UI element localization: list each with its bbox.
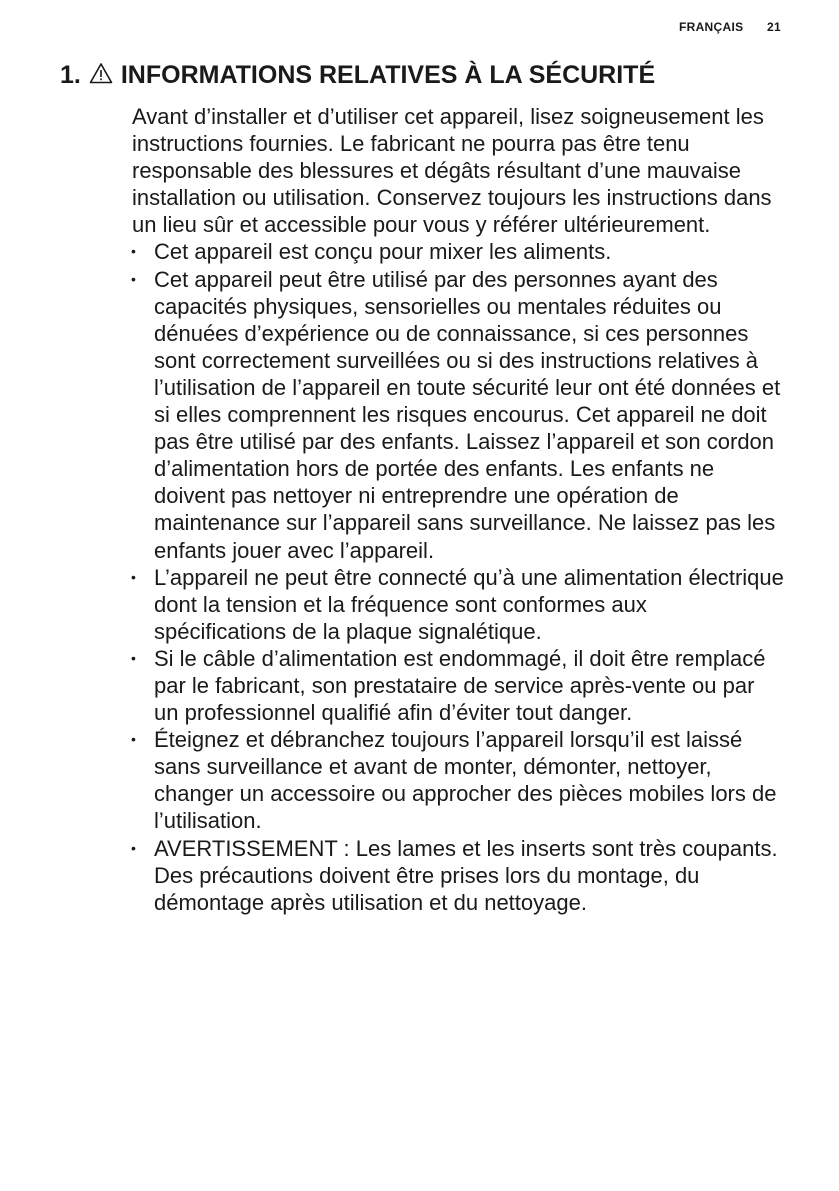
list-item-text: Cet appareil peut être utilisé par des personnes ayant des capacités physiques, sensorielles ou mentales réduites ou dénuées d’expérience ou de connaissance, si ces personnes sont correctement surveillées ou si des instructions relatives à l’utilisation de l’appareil en toute sécurité leur ont été données et si elles comprennent les risques encourus. Cet appareil ne doit pas être utilisé par des enfants. Laissez l’appareil et son cordon d’alimentation hors de portée des enfants. Les enfants ne doivent pas nettoyer ni entreprendre une opération de maintenance sur l’appareil sans surveillance. Ne laissez pas les enfants jouer avec l’appareil.	[154, 266, 781, 563]
section-number: 1.	[60, 61, 81, 89]
safety-bullet-list	[132, 238, 784, 915]
list-item-text: Si le câble d’alimentation est endommagé, il doit être remplacé par le fabricant, son prestataire de service après-vente ou par un professionnel qualifié afin d’éviter tout danger.	[154, 645, 766, 726]
list-item	[132, 726, 784, 834]
list-item	[132, 266, 784, 564]
bullet-icon: •	[131, 649, 136, 666]
list-item-text: AVERTISSEMENT : Les lames et les inserts sont très coupants. Des précautions doivent être prises lors du montage, du démontage après utilisation et du nettoyage.	[154, 835, 778, 915]
section-title-text: INFORMATIONS RELATIVES À LA SÉCURITÉ	[120, 61, 656, 89]
bullet-icon: •	[131, 270, 136, 287]
safety-content	[132, 103, 784, 916]
bullet-icon: •	[131, 839, 136, 856]
list-item-text: L’appareil ne peut être connecté qu’à une alimentation électrique dont la tension et la fréquence sont conformes aux spécifications de la plaque signalétique.	[154, 564, 784, 644]
list-item	[132, 564, 784, 645]
warning-triangle-icon	[89, 62, 113, 84]
list-item-text: Éteignez et débranchez toujours l’appareil lorsqu’il est laissé sans surveillance et avant de monter, démonter, nettoyer, changer un accessoire ou approcher des pièces mobiles lors de l’utilisation.	[154, 727, 777, 834]
section-title	[60, 58, 655, 92]
bullet-icon: •	[131, 243, 136, 260]
intro-paragraph: Avant d’installer et d’utiliser cet appareil, lisez soigneusement les instructions fournies. Le fabricant ne pourra pas être tenu responsable des blessures et dégâts résultant d’une mauvaise installation ou utilisation. Conservez toujours les instructions dans un lieu sûr et accessible pour vous y référer ultérieurement.	[132, 104, 772, 238]
bullet-icon: •	[131, 731, 136, 748]
bullet-icon: •	[131, 568, 136, 585]
list-item	[132, 835, 784, 916]
list-item-text: Cet appareil est conçu pour mixer les aliments.	[154, 239, 612, 265]
page-header	[679, 20, 781, 34]
list-item	[132, 238, 784, 265]
list-item	[132, 645, 784, 726]
language-label: FRANÇAIS	[679, 20, 744, 34]
page-number: 21	[767, 20, 781, 34]
